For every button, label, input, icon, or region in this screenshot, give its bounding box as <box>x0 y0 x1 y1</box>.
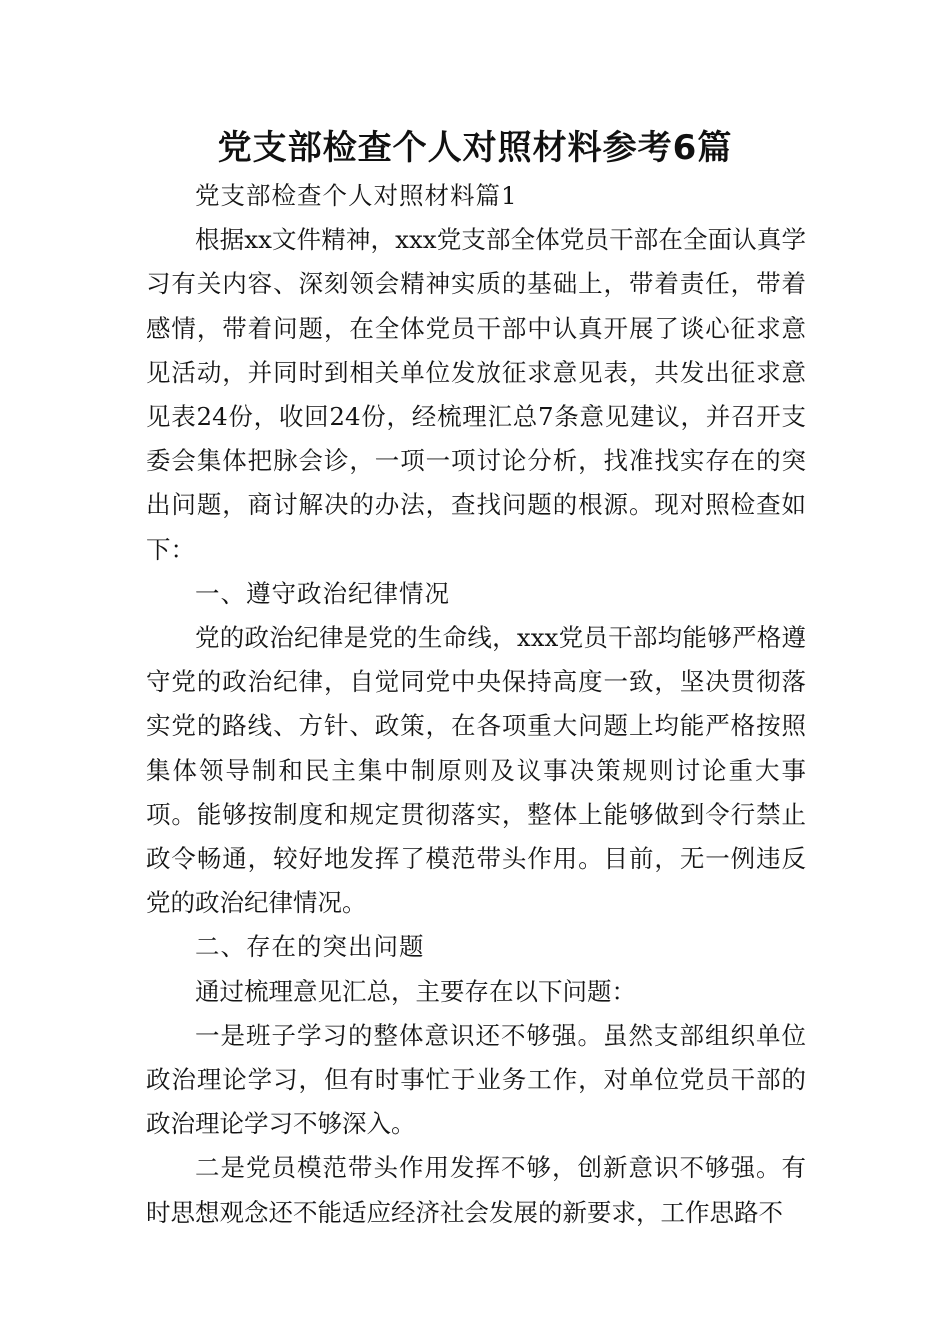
body-paragraph: 通过梳理意见汇总，主要存在以下问题： <box>195 976 636 1006</box>
body-paragraph: 二是党员模范带头作用发挥不够，创新意识不够强。有时思想观念还不能适应经济社会发展的新要求，工作思路不 <box>146 1153 806 1227</box>
body-paragraph: 根据xx文件精神，xxx党支部全体党员干部在全面认真学习有关内容、深刻领会精神实质的基础上，带着责任，带着感情，带着问题，在全体党员干部中认真开展了谈心征求意见活动，并同时到相关单位发放征求意见表，共发出征求意见表24份，收回24份，经梳理汇总7条意见建议，并召开支委会集体把脉会诊，一项一项讨论分析，找准找实存在的突出问题，商讨解决的办法，查找问题的根源。现对照检查如下： <box>146 225 806 564</box>
section-heading: 二、存在的突出问题 <box>195 932 425 962</box>
document-body <box>146 174 806 1235</box>
body-paragraph: 党的政治纪律是党的生命线，xxx党员干部均能够严格遵守党的政治纪律，自觉同党中央保持高度一致，坚决贯彻落实党的路线、方针、政策，在各项重大问题上均能严格按照集体领导制和民主集中制原则及议事决策规则讨论重大事项。能够按制度和规定贯彻落实，整体上能够做到令行禁止政令畅通，较好地发挥了模范带头作用。目前，无一例违反党的政治纪律情况。 <box>146 623 806 918</box>
body-paragraph: 一是班子学习的整体意识还不够强。虽然支部组织单位政治理论学习，但有时事忙于业务工作，对单位党员干部的政治理论学习不够深入。 <box>146 1020 806 1139</box>
document-title: 党支部检查个人对照材料参考6篇 <box>217 128 733 168</box>
section-heading: 一、遵守政治纪律情况 <box>195 578 450 608</box>
section-heading: 党支部检查个人对照材料篇1 <box>195 181 518 210</box>
